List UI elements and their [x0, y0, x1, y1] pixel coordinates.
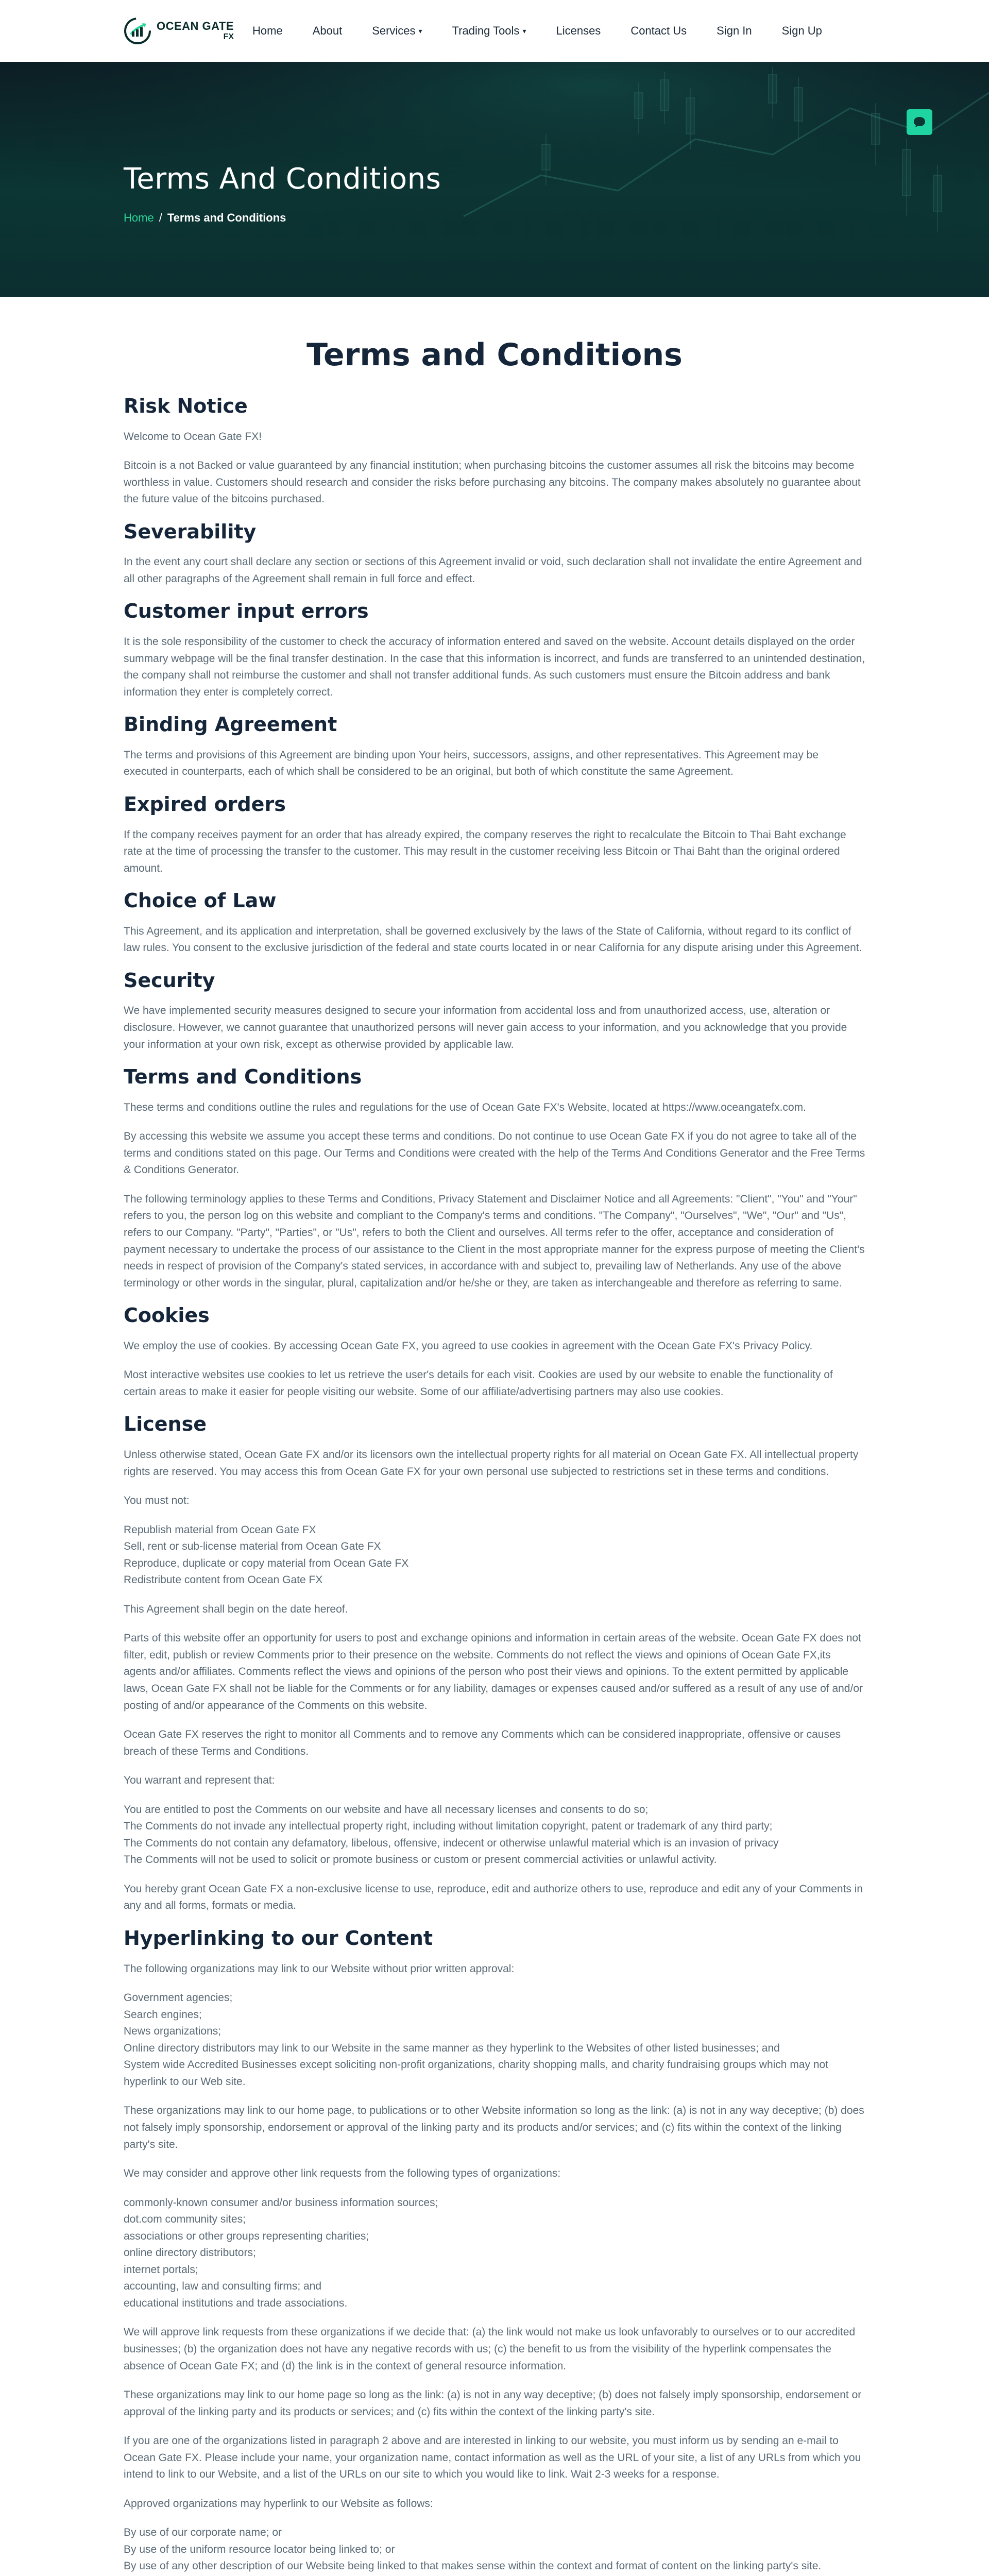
section-paragraph: Most interactive websites use cookies to let us retrieve the user's details for each visit. Cookies are used by our website to enable the functionality of certain areas to make it easier for people visiting our website. Some of our affiliate/advertising partners may also use cookies. — [124, 1369, 833, 1398]
section-list — [124, 2524, 865, 2575]
main-nav — [252, 24, 865, 38]
chat-bubble-icon — [913, 116, 926, 128]
list-item: dot.com community sites; — [124, 2213, 246, 2226]
list-item: The Comments do not contain any defamatory, libelous, offensive, indecent or otherwise unlawful material which is an invasion of privacy — [124, 1837, 779, 1849]
list-item: The Comments will not be used to solicit or promote business or custom or present commercial activities or unlawful activity. — [124, 1854, 717, 1866]
section-paragraph: This Agreement shall begin on the date hereof. — [124, 1603, 348, 1615]
nav-services-label: Services — [372, 24, 416, 37]
breadcrumb-home-link[interactable]: Home — [124, 211, 154, 224]
section-paragraph: Approved organizations may hyperlink to our Website as follows: — [124, 2497, 433, 2510]
section-paragraph: The terms and provisions of this Agreement are binding upon Your heirs, successors, assigns, and other representatives. This Agreement may be executed in counterparts, each of which shall be considered to be an original, but both of which constitute the same Agreement. — [124, 749, 819, 778]
section-heading: Expired orders — [124, 792, 286, 816]
section-paragraph: Parts of this website offer an opportunity for users to post and exchange opinions and information in certain areas of the website. Ocean Gate FX does not filter, edit, publish or review Comments prior to their presence on the website. Comments do not reflect the views and opinions of Ocean Gate FX,its agents and/or affiliates. Comments reflect the views and opinions of the person who post their views and opinions. To the extent permitted by applicable laws, Ocean Gate FX shall not be liable for the Comments or for any liability, damages or expenses caused and/or suffered as a result of any use of and/or posting of and/or appearance of the Comments on this website. — [124, 1632, 863, 1711]
nav-home[interactable]: Home — [252, 24, 283, 37]
list-item: By use of the uniform resource locator being linked to; or — [124, 2543, 395, 2555]
ocean-gate-logo-icon — [124, 17, 151, 45]
section-paragraph: Unless otherwise stated, Ocean Gate FX and/or its licensors own the intellectual property rights for all material on Ocean Gate FX. All intellectual property rights are reserved. You may access this from Ocean Gate FX for your own personal use subjected to restrictions set in these terms and conditions. — [124, 1448, 859, 1478]
section-list — [124, 1522, 865, 1589]
section-list — [124, 2195, 865, 2312]
section-heading: Cookies — [124, 1304, 210, 1327]
chevron-down-icon: ▾ — [418, 26, 422, 35]
section-paragraph: This Agreement, and its application and interpretation, shall be governed exclusively by the laws of the State of California, without regard to its conflict of law rules. You consent to the exclusive jurisdiction of the federal and state courts located in or near California for any dispute arising under this Agreement. — [124, 925, 862, 954]
terms-content — [0, 297, 989, 2576]
list-item: Search engines; — [124, 2008, 202, 2021]
brand-name-line1: OCEAN GATE — [157, 20, 234, 32]
list-item: associations or other groups representing charities; — [124, 2230, 369, 2242]
section-paragraph: We employ the use of cookies. By accessing Ocean Gate FX, you agreed to use cookies in agreement with the Ocean Gate FX's Privacy Policy. — [124, 1340, 813, 1352]
section-paragraph: It is the sole responsibility of the customer to check the accuracy of information entered and saved on the website. Account details displayed on the order summary webpage will be the final transfer destination. In the case that this information is incorrect, and funds are transferred to an unintended destination, the company shall not reimburse the customer and shall not transfer additional funds. As such customers must ensure the Bitcoin address and bank information they enter is completely correct. — [124, 636, 865, 698]
list-item: Sell, rent or sub-license material from Ocean Gate FX — [124, 1540, 381, 1553]
section-heading: Hyperlinking to our Content — [124, 1927, 433, 1950]
section-heading: Binding Agreement — [124, 713, 337, 736]
list-item: Government agencies; — [124, 1992, 233, 2004]
nav-sign-in[interactable]: Sign In — [717, 24, 752, 37]
section-paragraph: We will approve link requests from these organizations if we decide that: (a) the link would not make us look unfavorably to ourselves or to our accredited businesses; (b) the organization does not have any negative records with us; (c) the benefit to us from the visibility of the hyperlink compensates the absence of Ocean Gate FX; and (d) the link is in the context of general resource information. — [124, 2326, 856, 2372]
section-paragraph: Ocean Gate FX reserves the right to monitor all Comments and to remove any Comments which can be considered inappropriate, offensive or causes breach of these Terms and Conditions. — [124, 1728, 841, 1757]
section-paragraph: These organizations may link to our home page so long as the link: (a) is not in any way deceptive; (b) does not falsely imply sponsorship, endorsement or approval of the linking party and its products or services; and (c) fits within the context of the linking party's site. — [124, 2389, 862, 2418]
site-header — [0, 0, 989, 62]
section-list — [124, 1990, 865, 2090]
page-title: Terms and Conditions — [306, 337, 683, 373]
section-paragraph: Bitcoin is a not Backed or value guaranteed by any financial institution; when purchasing bitcoins the customer assumes all risk the bitcoins may become worthless in value. Customers should research and consider the risks before purchasing any bitcoins. The company makes absolutely no guarantee about the future value of the bitcoins purchased. — [124, 460, 861, 505]
list-item: online directory distributors; — [124, 2247, 256, 2259]
section-list — [124, 1802, 865, 1869]
section-paragraph: If the company receives payment for an order that has already expired, the company reserves the right to recalculate the Bitcoin to Thai Baht exchange rate at the time of processing the transfer to the customer. This may result in the customer receiving less Bitcoin or Thai Baht than the original ordered amount. — [124, 828, 846, 874]
list-item: The Comments do not invade any intellectual property right, including without limitation copyright, patent or trademark of any third party; — [124, 1820, 773, 1833]
breadcrumb-current: Terms and Conditions — [167, 211, 286, 224]
section-paragraph: You warrant and represent that: — [124, 1774, 275, 1787]
section-paragraph: We may consider and approve other link requests from the following types of organizations: — [124, 2167, 561, 2180]
section-paragraph: If you are one of the organizations listed in paragraph 2 above and are interested in linking to our website, you must inform us by sending an e-mail to Ocean Gate FX. Please include your name, your organization name, contact information as well as the URL of your site, a list of any URLs from which you intend to link to our Website, and a list of the URLs on our site to which you would like to link. Wait 2-3 weeks for a response. — [124, 2435, 861, 2481]
section-paragraph: Welcome to Ocean Gate FX! — [124, 430, 262, 443]
nav-services[interactable] — [372, 24, 422, 38]
chat-button[interactable] — [907, 109, 932, 135]
section-heading: Customer input errors — [124, 600, 369, 623]
list-item: accounting, law and consulting firms; and — [124, 2280, 322, 2293]
section-heading: Risk Notice — [124, 395, 248, 417]
brand-name — [157, 21, 234, 41]
list-item: Republish material from Ocean Gate FX — [124, 1523, 316, 1536]
section-paragraph: You hereby grant Ocean Gate FX a non-exclusive license to use, reproduce, edit and authorize others to use, reproduce and edit any of your Comments in any and all forms, formats or media. — [124, 1883, 863, 1912]
section-paragraph: The following terminology applies to these Terms and Conditions, Privacy Statement and Disclaimer Notice and all Agreements: "Client", "You" and "Your" refers to you, the person log on this website and compliant to the Company's terms and conditions. "The Company", "Ourselves", "We", "Our" and "Us", refers to our Company. "Party", "Parties", or "Us", refers to both the Client and ourselves. All terms refer to the offer, acceptance and consideration of payment necessary to undertake the process of our assistance to the Client in the most appropriate manner for the express purpose of meeting the Client's needs in respect of provision of the Company's stated services, in accordance with and subject to, prevailing law of Netherlands. Any use of the above terminology or other words in the singular, plural, capitalization and/or he/she or they, are taken as interchangeable and therefore as referring to same. — [124, 1193, 865, 1289]
nav-about[interactable]: About — [312, 24, 343, 37]
list-item: News organizations; — [124, 2025, 221, 2038]
breadcrumb — [124, 211, 989, 225]
list-item: Reproduce, duplicate or copy material from Ocean Gate FX — [124, 1557, 409, 1569]
list-item: By use of any other description of our Website being linked to that makes sense within the context and format of content on the linking party's site. — [124, 2560, 822, 2572]
list-item: By use of our corporate name; or — [124, 2527, 282, 2539]
page-hero — [0, 62, 989, 297]
section-paragraph: These organizations may link to our home page, to publications or to other Website information so long as the link: (a) is not in any way deceptive; (b) does not falsely imply sponsorship, endorsement or approval of the linking party and its products and/or services; and (c) fits within the context of the linking party's site. — [124, 2105, 864, 2150]
nav-contact-us[interactable]: Contact Us — [630, 24, 687, 37]
list-item: You are entitled to post the Comments on our website and have all necessary licenses and consents to do so; — [124, 1803, 649, 1816]
list-item: Online directory distributors may link to our Website in the same manner as they hyperlink to the Websites of other listed businesses; and — [124, 2042, 780, 2054]
terms-sections — [124, 395, 865, 2576]
nav-licenses[interactable]: Licenses — [556, 24, 601, 37]
list-item: educational institutions and trade associations. — [124, 2297, 348, 2309]
section-heading: License — [124, 1413, 207, 1436]
nav-trading-tools[interactable] — [452, 24, 526, 38]
section-heading: Severability — [124, 520, 257, 543]
page-hero-title: Terms And Conditions — [124, 162, 441, 196]
brand-name-line2: FX — [223, 32, 234, 41]
list-item: internet portals; — [124, 2263, 198, 2276]
section-paragraph: In the event any court shall declare any section or sections of this Agreement invalid or void, such declaration shall not invalidate the entire Agreement and all other paragraphs of the Agreement shall remain in full force and effect. — [124, 556, 862, 585]
brand-logo[interactable] — [124, 17, 252, 45]
section-paragraph: By accessing this website we assume you accept these terms and conditions. Do not continue to use Ocean Gate FX if you do not agree to take all of the terms and conditions stated on this page. Our Terms and Conditions were created with the help of the Terms And Conditions Generator and the Free Terms & Conditions Generator. — [124, 1130, 865, 1176]
section-heading: Choice of Law — [124, 889, 277, 912]
section-paragraph: These terms and conditions outline the rules and regulations for the use of Ocean Gate FX's Website, located at https://www.oceangatefx.com. — [124, 1101, 807, 1113]
section-paragraph: We have implemented security measures designed to secure your information from accidental loss and from unauthorized access, use, alteration or disclosure. However, we cannot guarantee that unauthorized persons will never gain access to your information, and you acknowledge that you provide your information at your own risk, except as otherwise provided by applicable law. — [124, 1005, 847, 1050]
chevron-down-icon: ▾ — [522, 26, 526, 35]
nav-sign-up[interactable]: Sign Up — [781, 24, 822, 37]
section-paragraph: You must not: — [124, 1495, 190, 1507]
list-item: System wide Accredited Businesses except soliciting non-profit organizations, charity shopping malls, and charity fundraising groups which may not hyperlink to our Web site. — [124, 2059, 829, 2088]
section-heading: Security — [124, 969, 215, 992]
section-paragraph: The following organizations may link to our Website without prior written approval: — [124, 1962, 515, 1975]
list-item: Redistribute content from Ocean Gate FX — [124, 1574, 323, 1586]
section-heading: Terms and Conditions — [124, 1065, 362, 1089]
breadcrumb-separator: / — [159, 211, 162, 224]
list-item: commonly-known consumer and/or business information sources; — [124, 2196, 438, 2209]
nav-trading-tools-label: Trading Tools — [452, 24, 520, 37]
